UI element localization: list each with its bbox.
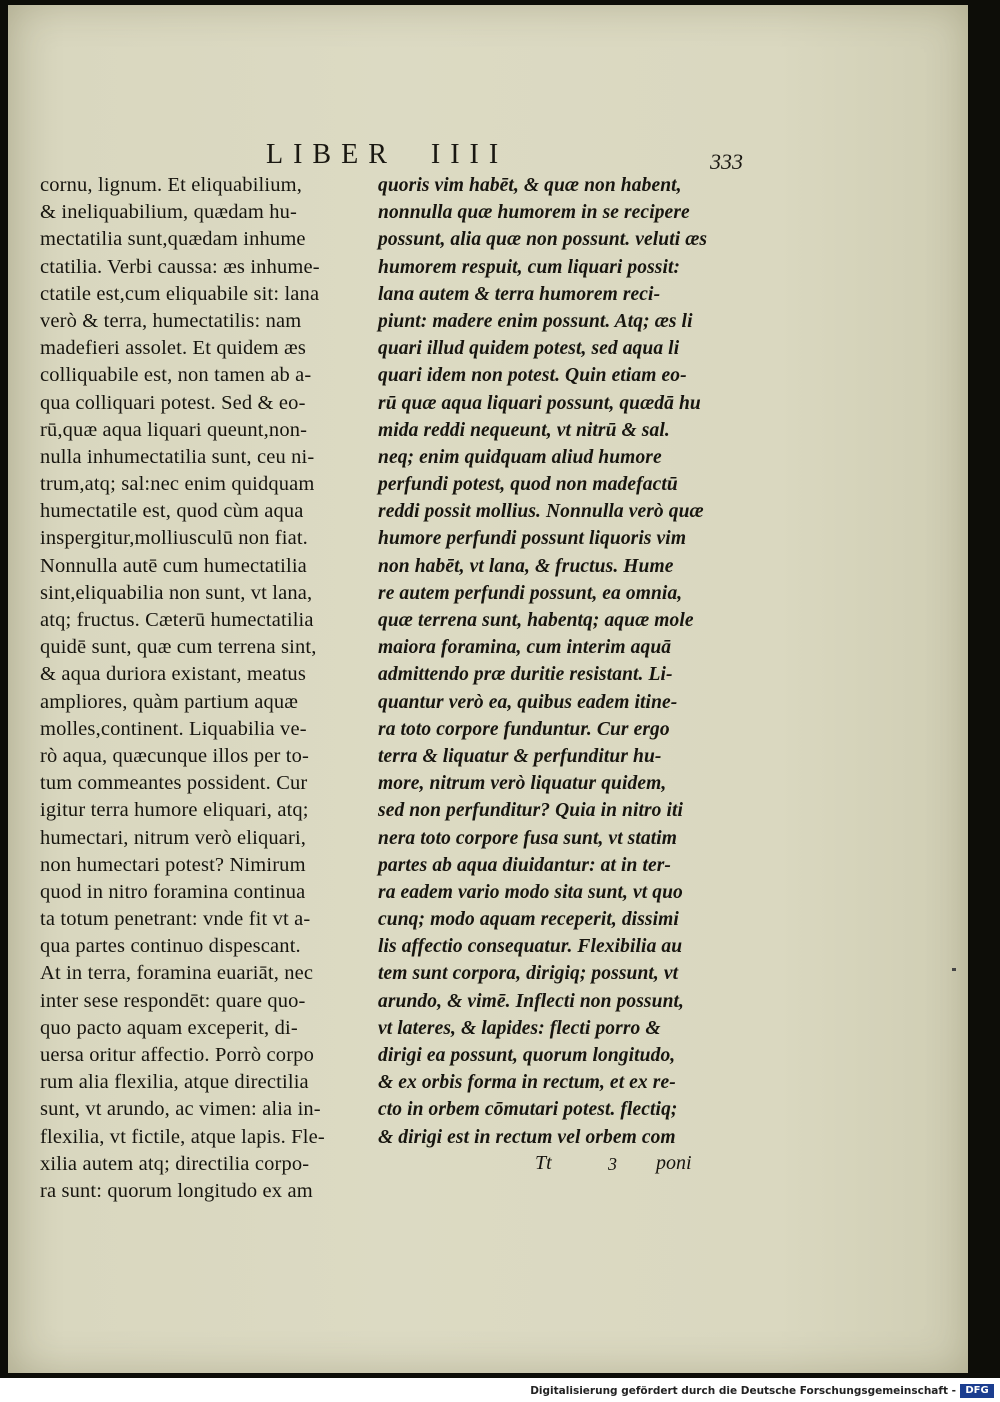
right-text-line: humorem respuit, cum liquari possit:	[378, 256, 681, 278]
left-text-line: molles,continent. Liquabilia ve-	[40, 717, 307, 740]
catch-line	[378, 1152, 708, 1182]
right-text-line: admittendo præ duritie resistant. Li-	[378, 664, 673, 686]
funding-credit: Digitalisierung gefördert durch die Deutsche Forschungsgemeinschaft -	[530, 1385, 956, 1397]
right-text-line: ra eadem vario modo sita sunt, vt quo	[378, 881, 683, 903]
right-text-line: vt lateres, & lapides: flecti porro &	[378, 1017, 661, 1039]
left-text-line: atq; fructus. Cæterū humectatilia	[40, 609, 314, 631]
right-text-line: quari illud quidem potest, sed aqua li	[378, 338, 680, 360]
right-text-line: nera toto corpore fusa sunt, vt statim	[378, 827, 678, 849]
left-text-line: ta totum penetrant: vnde fit vt a-	[40, 908, 311, 931]
right-text-line: quæ terrena sunt, habentq; aquæ mole	[378, 610, 694, 631]
right-text-line: & dirigi est in rectum vel orbem com	[378, 1126, 676, 1148]
right-text-line: cunq; modo aquam receperit, dissimi	[378, 909, 679, 931]
left-text-line: quo pacto aquam exceperit, di-	[40, 1016, 298, 1039]
left-text-line: inspergitur,molliusculū non fiat.	[40, 527, 308, 550]
left-text-line: ra sunt: quorum longitudo ex am	[40, 1179, 313, 1202]
right-text-line: arundo, & vimē. Inflecti non possunt,	[378, 990, 685, 1012]
right-text-line: & ex orbis forma in rectum, et ex re-	[378, 1072, 676, 1094]
left-text-line: qua colliquari potest. Sed & eo-	[40, 391, 306, 414]
left-text-line: sint,eliquabilia non sunt, vt lana,	[40, 581, 313, 604]
right-text-line: possunt, alia quæ non possunt. veluti æs	[378, 229, 708, 251]
right-text-line: non habēt, vt lana, & fructus. Hume	[378, 555, 674, 577]
left-text-line: trum,atq; sal:nec enim quidquam	[40, 473, 315, 496]
signature-number: 3	[608, 1154, 617, 1174]
right-text-line: reddi possit mollius. Nonnulla verò quæ	[378, 501, 704, 523]
right-text-line: piunt: madere enim possunt. Atq; æs li	[378, 310, 693, 332]
left-text-line: tum commeantes possident. Cur	[40, 772, 308, 795]
right-text-line: rū quæ aqua liquari possunt, quædā hu	[378, 392, 701, 414]
left-text-line: flexilia, vt fictile, atque lapis. Fle-	[40, 1125, 325, 1148]
digitization-footer	[0, 1380, 1000, 1402]
left-text-line: sunt, vt arundo, ac vimen: alia in-	[40, 1098, 321, 1121]
right-text-line: perfundi potest, quod non madefactū	[378, 474, 678, 496]
left-text-line: ctatile est,cum eliquabile sit: lana	[40, 282, 320, 305]
right-text-line: nonnulla quæ humorem in se recipere	[378, 202, 690, 224]
right-text-line: more, nitrum verò liquatur quidem,	[378, 773, 667, 795]
left-text-line: quod in nitro foramina continua	[40, 880, 306, 903]
right-text-line: terra & liquatur & perfunditur hu-	[378, 745, 662, 767]
left-text-line: quidē sunt, quæ cum terrena sint,	[40, 636, 317, 659]
right-column-italic	[378, 172, 708, 1151]
left-text-line: uersa oritur affectio. Porrò corpo	[40, 1044, 314, 1066]
dfg-logo-icon: DFG	[960, 1384, 994, 1398]
right-text-line: cto in orbem cōmutari potest. flectiq;	[378, 1099, 678, 1121]
left-text-line: xilia autem atq; directilia corpo-	[40, 1152, 310, 1175]
left-text-line: cornu, lignum. Et eliquabilium,	[40, 174, 303, 196]
page-header	[8, 135, 968, 174]
left-text-line: At in terra, foramina euariāt, nec	[40, 962, 314, 985]
left-text-line: non humectari potest? Nimirum	[40, 853, 306, 876]
right-text-line: quari idem non potest. Quin etiam eo-	[378, 365, 687, 387]
left-text-line: rū,quæ aqua liquari queunt,non-	[40, 418, 308, 441]
running-head: LIBER IIII	[266, 139, 509, 170]
left-text-line: & ineliquabilium, quædam hu-	[40, 201, 298, 224]
signature-mark: Tt	[535, 1152, 552, 1174]
left-text-line: colliquabile est, non tamen ab a-	[40, 364, 312, 387]
page-number: 333	[710, 149, 743, 174]
left-text-line: rò aqua, quæcunque illos per to-	[40, 744, 309, 767]
right-text-line: neq; enim quidquam aliud humore	[378, 446, 662, 468]
right-text-line: humore perfundi possunt liquoris vim	[378, 528, 687, 550]
left-text-line: & aqua duriora existant, meatus	[40, 663, 306, 686]
left-text-line: Nonnulla autē cum humectatilia	[40, 554, 307, 577]
left-text-line: nulla inhumectatilia sunt, ceu ni-	[40, 445, 315, 468]
left-text-line: rum alia flexilia, atque directilia	[40, 1071, 309, 1094]
right-text-line: ra toto corpore funduntur. Cur ergo	[378, 718, 670, 740]
left-column-roman	[40, 172, 366, 1205]
right-text-line: mida reddi nequeunt, vt nitrū & sal.	[378, 419, 670, 441]
left-text-line: ctatilia. Verbi caussa: æs inhume-	[40, 255, 320, 278]
left-text-line: igitur terra humore eliquari, atq;	[40, 799, 309, 822]
left-text-line: ampliores, quàm partium aquæ	[40, 690, 299, 713]
left-text-line: humectatile est, quod cùm aqua	[40, 500, 304, 523]
left-text-line: madefieri assolet. Et quidem æs	[40, 337, 306, 360]
catchword: poni	[656, 1152, 692, 1174]
right-text-line: quantur verò ea, quibus eadem itine-	[378, 691, 678, 713]
right-text-line: re autem perfundi possunt, ea omnia,	[378, 582, 683, 604]
margin-speck	[952, 968, 956, 971]
right-text-line: maiora foramina, cum interim aquā	[378, 637, 672, 659]
right-text-line: dirigi ea possunt, quorum longitudo,	[378, 1045, 676, 1066]
right-text-line: lana autem & terra humorem reci-	[378, 283, 661, 305]
left-text-line: mectatilia sunt,quædam inhume	[40, 228, 306, 251]
right-text-line: quoris vim habēt, & quæ non habent,	[378, 175, 682, 196]
right-text-line: lis affectio consequatur. Flexibilia au	[378, 936, 683, 958]
left-text-line: qua partes continuo dispescant.	[40, 935, 301, 958]
left-text-line: verò & terra, humectatilis: nam	[40, 309, 302, 332]
left-text-line: inter sese respondēt: quare quo-	[40, 989, 306, 1012]
right-text-line: partes ab aqua diuidantur: at in ter-	[378, 854, 672, 876]
right-text-line: tem sunt corpora, dirigiq; possunt, vt	[378, 963, 679, 985]
book-page	[8, 5, 968, 1373]
left-text-line: humectari, nitrum verò eliquari,	[40, 826, 307, 849]
right-text-line: sed non perfunditur? Quia in nitro iti	[378, 800, 684, 822]
